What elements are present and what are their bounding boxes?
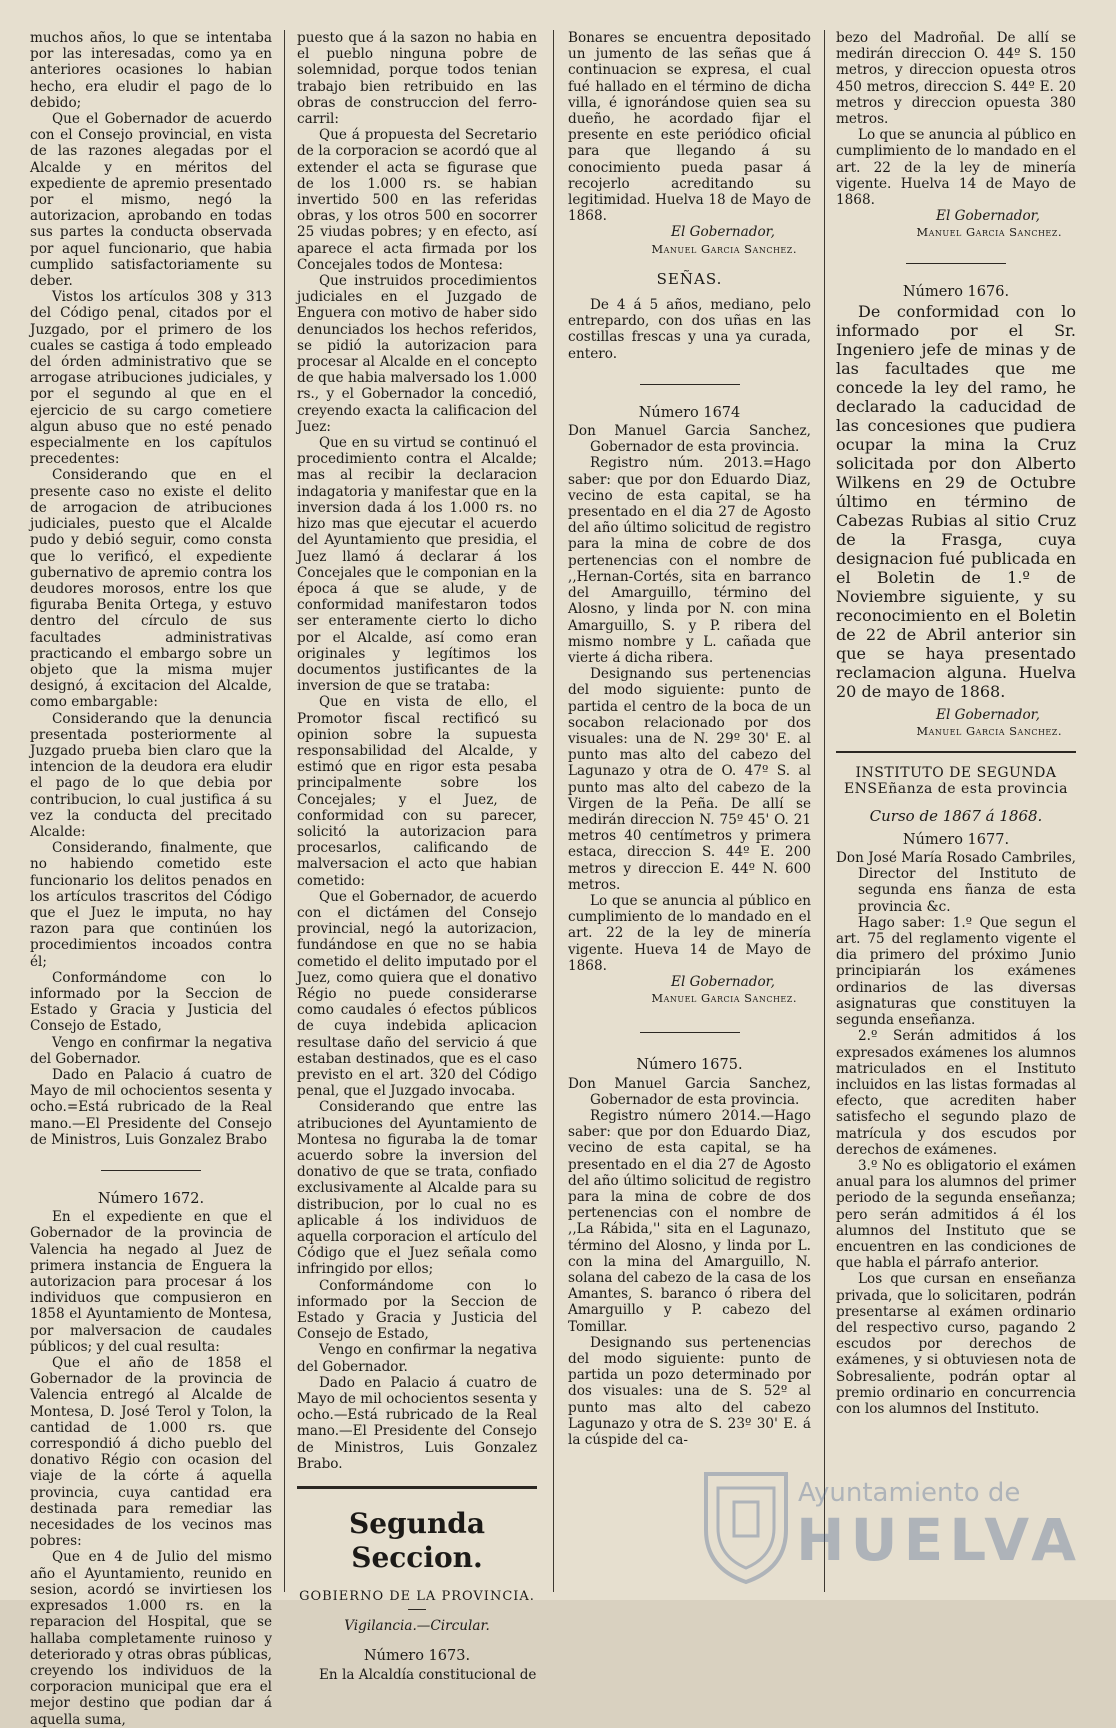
- column-4: [836, 30, 1076, 1590]
- column-2: [297, 30, 537, 1683]
- column-1: [30, 30, 272, 1728]
- paragraph: Lo que se anuncia al público en cumplimiento de lo mandado en el art. 22 de la ley de minería vigente. Huelva 14 de Mayo de 1868.: [836, 127, 1076, 209]
- section-separator: [640, 1032, 740, 1033]
- signature-title: El Gobernador,: [936, 208, 1040, 225]
- section-title: Segunda Seccion.: [348, 1507, 486, 1575]
- paragraph: Que instruidos procedimientos judiciales en el Juzgado de Enguera con motivo de haber sido denunciados los hechos referidos, se pidió la autorizacion para procesar al Alcalde en el concepto de que habia malversado los 1.000 rs., y el Gobernador la concedió, creyendo exacta la calificacion del Juez:: [297, 273, 537, 435]
- column-rule: [284, 30, 285, 1592]
- paragraph: Considerando que en el presente caso no existe el delito de arrogacion de atribuciones judiciales, puesto que el Alcalde pudo y debió seguir, como consta que lo verificó, el expediente gubernativo de apremio contra los deudores morosos, entre los que figuraba Benita Ortega, y estuvo dentro del círculo de sus facultades administrativas practicando el embargo sobre un objeto que la misma mujer designó, á excitacion del Alcalde, como embargable:: [30, 467, 272, 711]
- curso-heading: Curso de 1867 á 1868.: [869, 806, 1043, 825]
- paragraph: Vengo en confirmar la negativa del Gobernador.: [30, 1034, 272, 1067]
- paragraph: Hago saber: 1.º Que segun el art. 75 del reglamento vigente el dia primero del próximo Junio principiarán los exámenes ordinarios de las diversas asignaturas que constituyen la segunda enseñanza.: [836, 914, 1076, 1029]
- watermark: [700, 1468, 1100, 1586]
- paragraph: Que á propuesta del Secretario de la corporacion se acordó que al extender el acta se figurase que de los 1.000 rs. se habian invertido 500 en las referidas obras, y los otros 500 en socorrer 25 viudas pobres; y en efecto, así aparece el acta firmada por los Concejales todos de Montesa:: [297, 127, 537, 273]
- article-number: Número 1672.: [97, 1191, 205, 1208]
- paragraph: En la Alcaldía constitucional de: [319, 1666, 537, 1683]
- watermark-line1: Ayuntamiento de: [798, 1478, 1021, 1508]
- paragraph: Don Manuel Garcia Sanchez, Gobernador de esta provincia.: [568, 423, 811, 456]
- article-number: Número 1674: [638, 404, 741, 421]
- section-rule: [297, 1486, 537, 1489]
- section-subtitle: GOBIERNO DE LA PROVINCIA.: [299, 1589, 535, 1605]
- article-number: Número 1675.: [636, 1057, 743, 1074]
- circular-heading: Vigilancia.—Circular.: [344, 1618, 490, 1635]
- paragraph: Conformándome con lo informado por la Seccion de Estado y Gracia y Justicia del Consejo de Estado,: [30, 969, 272, 1035]
- signature-name: Manuel Garcia Sanchez.: [916, 724, 1062, 739]
- paragraph: Los que cursan en enseñanza privada, que lo solicitaren, podrán presentarse al exámen ordinario del respectivo curso, pagando 2 escudos por derechos de exámenes, y si obtuviesen nota de Sobresaliente, podrán optar al premio ordinario en concurrencia con los alumnos del Instituto.: [836, 1271, 1076, 1417]
- signature-name: Manuel Garcia Sanchez.: [651, 991, 797, 1006]
- paragraph: Don José María Rosado Cambriles, Director del Instituto de segunda ens ñanza de esta provincia &c.: [836, 850, 1076, 915]
- article-number: Número 1673.: [363, 1648, 471, 1665]
- paragraph: Considerando que entre las atribuciones del Ayuntamiento de Montesa no figuraba la de tomar acuerdo sobre la inversion del donativo de que se trata, confiado exclusivamente al Alcalde para su distribucion, por lo cual no es aplicable á los individuos de aquella corporacion el artículo del Código que el Juez señala como infringido por ellos;: [297, 1099, 537, 1278]
- paragraph: Don Manuel Garcia Sanchez, Gobernador de esta provincia.: [568, 1075, 811, 1108]
- paragraph: muchos años, lo que se intentaba por las interesadas, como ya en anteriores ocasiones lo habian hecho, era eludir el pago de lo debido;: [30, 30, 272, 111]
- paragraph: De conformidad con lo informado por el Sr. Ingeniero jefe de minas y de las facultades que me concede la ley del ramo, he declarado la caducidad de las concesiones que pudiera ocupar la mina la Cruz solicitada por don Alberto Wilkens en 29 de Octubre último en término de Cabezas Rubias al sitio Cruz de la Frasga, cuya designacion fué publicada en el Boletin de 1.º de Noviembre siguiente, y su reconocimiento en el Boletin de 22 de Abril anterior sin que se haya presentado reclamacion alguna. Huelva 20 de mayo de 1868.: [836, 301, 1076, 701]
- paragraph: Que el año de 1858 el Gobernador de la provincia de Valencia entregó al Alcalde de Montesa, D. José Terol y Tolon, la cantidad de 1.000 rs. que correspondió á dicho pueblo del donativo Régio con ocasion del viaje de la córte á aquella provincia, cuya cantidad era destinada para remediar las necesidades de los vecinos mas pobres:: [30, 1355, 272, 1550]
- paragraph: puesto que á la sazon no habia en el pueblo ninguna pobre de solemnidad, porque todos tenian trabajo bien retribuido en las obras de construccion del ferro-carril:: [297, 30, 537, 128]
- paragraph: Que el Gobernador, de acuerdo con el dictámen del Consejo provincial, negó la autorizacion, fundándose en que no se habia cometido el delito imputado por el Juez, como quiera que el donativo Régio no puede considerarse como caudales ó efectos públicos de cuya indebida aplicacion resultase daño del servicio á que estaban destinados, que es el caso previsto en el art. 320 del Código penal, que el Juzgado invocaba.: [297, 888, 537, 1100]
- paragraph: Designando sus pertenencias del modo siguiente: punto de partida un pozo determinado por dos visuales: una de S. 52º al punto mas alto del cabezo Lagunazo y otra de S. 23º 30' E. á la cúspide del ca-: [568, 1334, 811, 1449]
- signature-name: Manuel Garcia Sanchez.: [651, 241, 797, 256]
- article-number: Número 1676.: [902, 283, 1010, 300]
- paragraph: bezo del Madroñal. De allí se medirán direccion O. 44º S. 150 metros, y direccion opuesta otros 450 metros, direccion S. 44º E. 20 metros y direccion opuesta 380 metros.: [836, 30, 1076, 128]
- column-rule: [553, 30, 554, 1592]
- article-number: Número 1677.: [902, 831, 1010, 848]
- watermark-line2: HUELVA: [796, 1506, 1083, 1574]
- signature-title: El Gobernador,: [671, 224, 775, 241]
- section-rule: [836, 751, 1076, 753]
- paragraph: Registro núm. 2013.=Hago saber: que por don Eduardo Diaz, vecino de esta capital, se ha presentado en el dia 27 de Agosto del año último solicitud de registro para la mina de cobre de dos pertenencias con el nombre de ,,Hernan-Cortés, sita en barranco del Amarguillo, término del Alosno, y linda por N. con mina Amarguillo, S. y P. ribera del mismo nombre y L. cañada que vierte á dicha ribera.: [568, 455, 811, 666]
- paragraph: De 4 á 5 años, mediano, pelo entrepardo, con dos uñas en las costillas frescas y una ya curada, entero.: [568, 297, 811, 362]
- section-separator: [640, 384, 740, 385]
- instituto-heading: INSTITUTO DE SEGUNDA ENSEñanza de esta provincia: [843, 765, 1069, 798]
- paragraph: 2.º Serán admitidos á los expresados exámenes los alumnos matriculados en el Instituto incluidos en las listas formadas al efecto, que acrediten haber satisfecho el segundo plazo de matrícula y dos escudos por derechos de exámenes.: [836, 1028, 1076, 1158]
- paragraph: Bonares se encuentra depositado un jumento de las señas que á continuacion se expresa, el cual fué hallado en el término de dicha villa, é ignorándose quien sea su dueño, he acordado fijar el presente en este periódico oficial para que llegando á su conocimiento pueda pasar á recojerlo acreditando su legitimidad. Huelva 18 de Mayo de 1868.: [568, 30, 811, 225]
- city-shield-icon: [700, 1468, 792, 1586]
- paragraph: Dado en Palacio á cuatro de Mayo de mil ochocientos sesenta y ocho.=Está rubricado de la Real mano.—El Presidente del Consejo de Ministros, Luis Gonzalez Brabo: [30, 1067, 272, 1148]
- paragraph: Considerando que la denuncia presentada posteriormente al Juzgado prueba bien claro que la intencion de la deudora era eludir el pago de lo que debia por contribucion, lo cual justifica á su vez la conducta del precitado Alcalde:: [30, 710, 272, 840]
- signature-title: El Gobernador,: [671, 973, 775, 990]
- senas-heading: SEÑAS.: [656, 269, 723, 288]
- column-3: [568, 30, 811, 1590]
- paragraph: Que en 4 de Julio del mismo año el Ayuntamiento, reunido en sesion, acordó se invirtiesen los expresados 1.000 rs. en la reparacion del Hospital, que se hallaba completamente ruinoso y deteriorado y otras obras públicas, creyendo los individuos de la corporacion municipal que era el mejor destino que podian dar á aquella suma,: [30, 1549, 272, 1728]
- paragraph: Que en su virtud se continuó el procedimiento contra el Alcalde; mas al recibir la declaracion indagatoria y manifestar que en la inversion dada á los 1.000 rs. no hizo mas que ejecutar el acuerdo del Ayuntamiento que presidia, el Juez llamó á declarar á los Concejales que le componian en la época á que se alude, y de conformidad manifestaron todos ser enteramente cierto lo dicho por el Alcalde, así como eran originales y legítimos los documentos justificantes de la inversion de que se trataba:: [297, 435, 537, 695]
- paragraph: Que el Gobernador de acuerdo con el Consejo provincial, en vista de las razones alegadas por el Alcalde y en méritos del expediente de apremio presentado por el mismo, negó la autorizacion, aprobando en todas sus partes la conducta observada por aquel funcionario, que habia cumplido satisfactoriamente su deber.: [30, 111, 272, 290]
- paragraph: Que en vista de ello, el Promotor fiscal rectificó su opinion sobre la supuesta responsabilidad del Alcalde, y estimó que en rigor esta pesaba principalmente sobre los Concejales; y el Juez, de conformidad con su parecer, solicitó la autorizacion para procesarlos, calificando de malversacion el acto que habian cometido:: [297, 694, 537, 889]
- paragraph: En el expediente en que el Gobernador de la provincia de Valencia ha negado al Juez de primera instancia de Enguera la autorizacion para procesar á los individuos que compusieron en 1858 el Ayuntamiento de Montesa, por malversacion de caudales públicos; y del cual resulta:: [30, 1209, 272, 1355]
- paragraph: Vistos los artículos 308 y 313 del Código penal, citados por el Juzgado, por el primero de los cuales se castiga á todo empleado del órden administrativo que se arrogase atribuciones judiciales, y por el segundo al que en el ejercicio de su cargo cometiere algun abuso que no esté penado especialmente en los capítulos precedentes:: [30, 289, 272, 468]
- paragraph: Lo que se anuncia al público en cumplimiento de lo mandado en el art. 22 de la ley de minería vigente. Hueva 14 de Mayo de 1868.: [568, 892, 811, 974]
- short-rule: [408, 1609, 426, 1610]
- column-rule: [824, 30, 825, 1592]
- paragraph: Registro número 2014.—Hago saber: que por don Eduardo Diaz, vecino de esta capital, se ha presentado en el dia 27 de Agosto del año último solicitud de registro para la mina de cobre de dos pertenencias con el nombre de ,,La Rábida,'' sita en el Lagunazo, término del Alosno, y linda por L. con la mina del Amarguillo, N. solana del cabezo de la casa de los Amantes, S. baranco ó ribera del Amarguillo y P. cabezo del Tomillar.: [568, 1107, 811, 1335]
- section-separator: [906, 263, 1006, 264]
- paragraph: Dado en Palacio á cuatro de Mayo de mil ochocientos sesenta y ocho.—Está rubricado de la Real mano.—El Presidente del Consejo de Ministros, Luis Gonzalez Brabo.: [297, 1374, 537, 1472]
- signature-title: El Gobernador,: [936, 706, 1040, 723]
- signature-name: Manuel Garcia Sanchez.: [916, 225, 1062, 240]
- paragraph: 3.º No es obligatorio el exámen anual para los alumnos del primer periodo de la segunda enseñanza; pero serán admitidos á él los alumnos del Instituto que se encuentren en las condiciones de que habla el párrafo anterior.: [836, 1157, 1076, 1272]
- paragraph: Conformándome con lo informado por la Seccion de Estado y Gracia y Justicia del Consejo de Estado,: [297, 1277, 537, 1343]
- section-separator: [101, 1170, 201, 1171]
- paragraph: Considerando, finalmente, que no habiendo cometido este funcionario los delitos penados en los artículos trascritos del Código que el Juez le imputa, no hay razon para que continúen los procedimientos incoados contra él;: [30, 840, 272, 970]
- paragraph: Designando sus pertenencias del modo siguiente: punto de partida el centro de la boca de un socabon relacionado por dos visuales: una de N. 29º 30' E. al punto mas alto del cabezo del Lagunazo y otra de O. 47º S. al punto mas alto del cabezo de la Virgen de la Peña. De allí se medirán direccion N. 75º 45' O. 21 metros 40 centímetros y primera estaca, direccion S. 44º E. 200 metros y direccion E. 44º N. 600 metros.: [568, 666, 811, 893]
- paragraph: Vengo en confirmar la negativa del Gobernador.: [297, 1342, 537, 1375]
